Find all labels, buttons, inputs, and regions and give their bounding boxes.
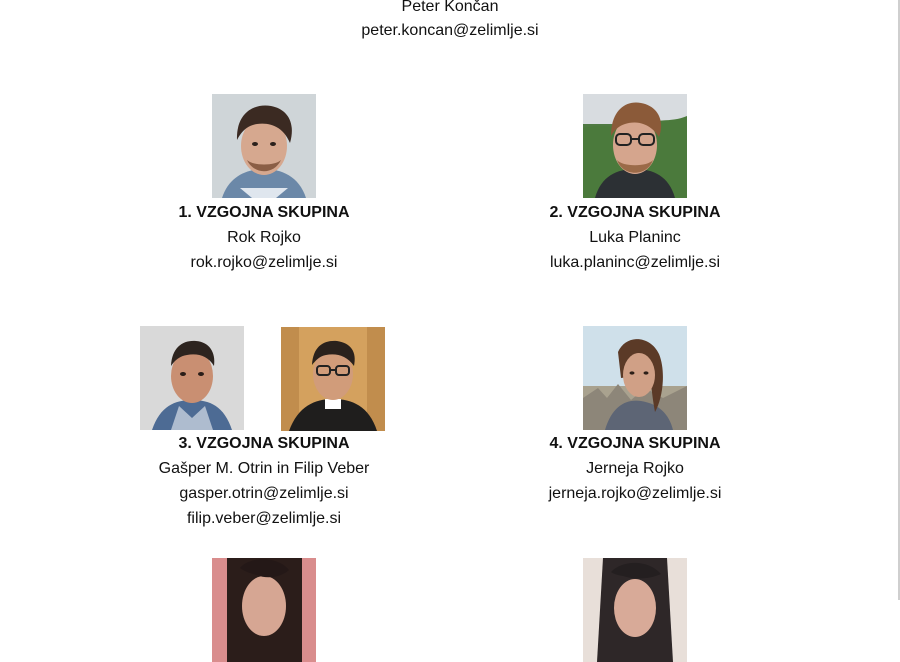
group-1-email[interactable]: rok.rojko@zelimlje.si: [190, 254, 338, 271]
top-person-name: Peter Končan: [401, 0, 499, 15]
group-2-person: Luka Planinc: [589, 229, 681, 246]
luka-planinc-photo: [583, 94, 687, 198]
jerneja-rojko-photo: [583, 326, 687, 430]
group-1-title: 1. VZGOJNA SKUPINA: [178, 204, 350, 221]
top-person-email[interactable]: peter.koncan@zelimlje.si: [361, 22, 539, 39]
group-4-title: 4. VZGOJNA SKUPINA: [549, 435, 721, 452]
group-6-photo-partial: [583, 558, 687, 662]
rok-rojko-photo: [212, 94, 316, 198]
gasper-otrin-photo: [140, 326, 244, 430]
filip-veber-photo: [281, 327, 385, 431]
group-3-people: Gašper M. Otrin in Filip Veber: [158, 460, 370, 477]
group-4-person: Jerneja Rojko: [586, 460, 684, 477]
group-1-person: Rok Rojko: [227, 229, 301, 246]
group-3-title: 3. VZGOJNA SKUPINA: [178, 435, 350, 452]
group-2-title: 2. VZGOJNA SKUPINA: [549, 204, 721, 221]
group-2-email[interactable]: luka.planinc@zelimlje.si: [549, 254, 721, 271]
group-4-email[interactable]: jerneja.rojko@zelimlje.si: [548, 485, 722, 502]
group-3-email-filip[interactable]: filip.veber@zelimlje.si: [186, 510, 342, 527]
group-5-photo-partial: [212, 558, 316, 662]
group-3-email-gasper[interactable]: gasper.otrin@zelimlje.si: [179, 485, 349, 502]
